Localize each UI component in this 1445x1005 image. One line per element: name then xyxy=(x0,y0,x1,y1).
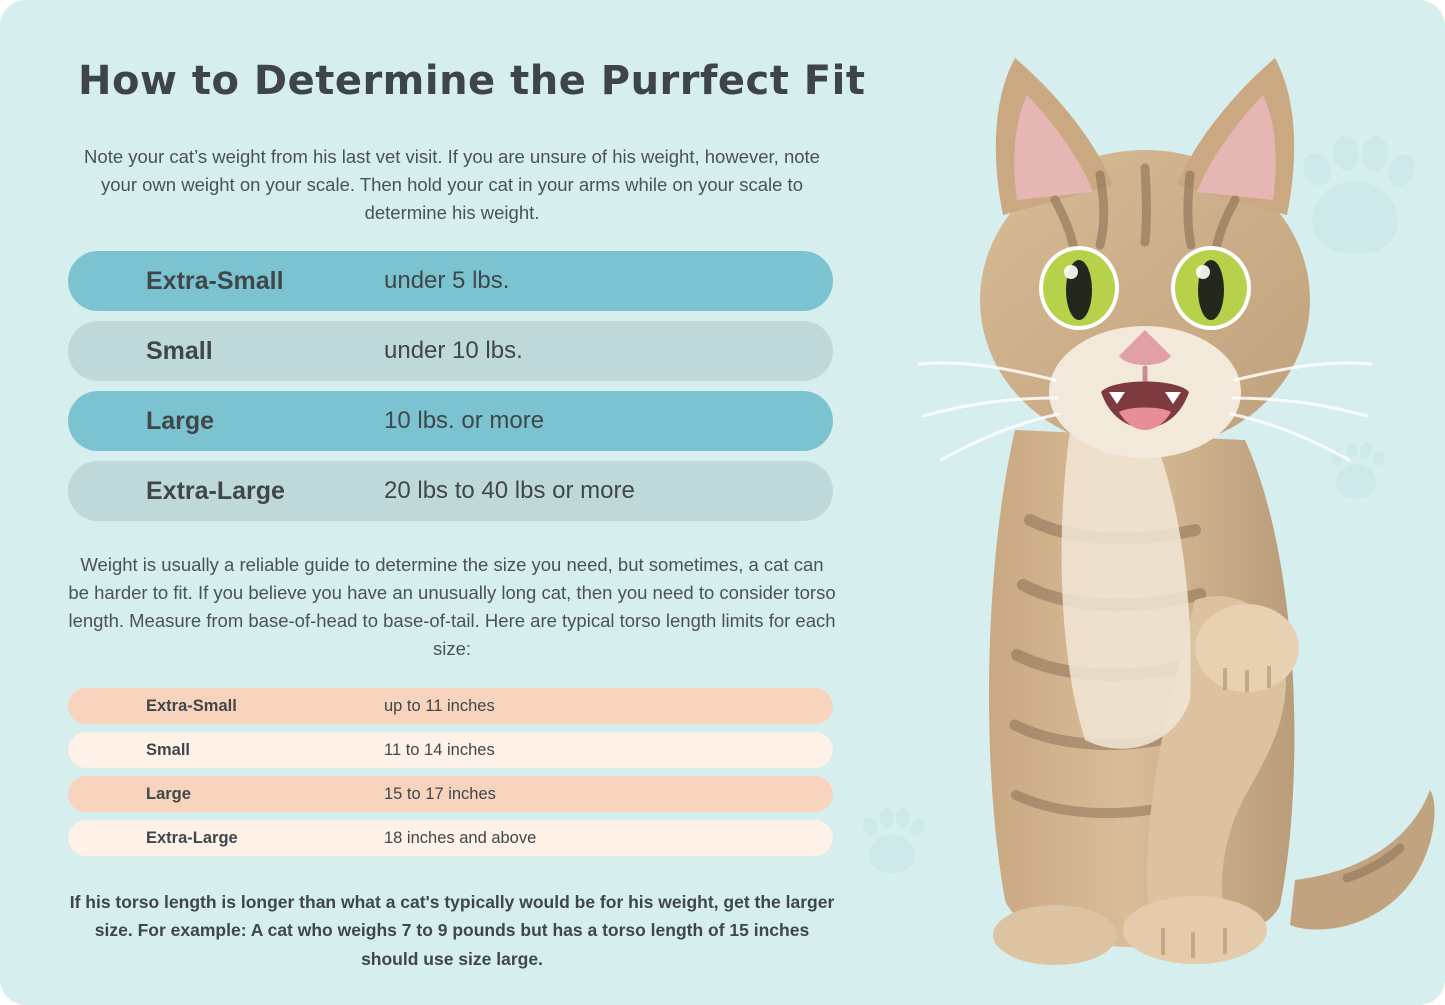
torso-length-value: 15 to 17 inches xyxy=(384,784,496,803)
size-label: Large xyxy=(146,784,191,803)
cat-photo xyxy=(875,0,1445,1005)
weight-value: under 10 lbs. xyxy=(384,337,523,364)
table-row xyxy=(68,820,833,856)
footnote-paragraph: If his torso length is longer than what a cat's typically would be for his weight, get the larger size. For example: A cat who weighs 7 to 9 pounds but has a torso length of 15 inches should use size large. xyxy=(69,892,835,969)
weight-value: 10 lbs. or more xyxy=(384,407,545,434)
page-title: How to Determine the Purrfect Fit xyxy=(78,58,866,104)
weight-size-table xyxy=(68,251,833,531)
weight-value: 20 lbs to 40 lbs or more xyxy=(384,477,635,504)
size-label: Extra-Large xyxy=(146,828,238,847)
torso-length-value: 18 inches and above xyxy=(384,828,537,847)
size-label: Extra-Large xyxy=(146,476,285,505)
size-label: Extra-Small xyxy=(146,696,237,715)
intro-paragraph: Note your cat’s weight from his last vet visit. If you are unsure of his weight, however, note your own weight on your scale. Then hold your cat in your arms while on your scale to determine his weight. xyxy=(84,146,820,224)
table-row xyxy=(68,732,833,768)
table-row xyxy=(68,391,833,451)
torso-intro-paragraph: Weight is usually a reliable guide to determine the size you need, but sometimes, a cat can be harder to fit. If you believe you have an unusually long cat, then you need to consider torso length. Measure from base-of-head to base-of-tail. Here are typical torso length limits for each size: xyxy=(68,554,836,660)
size-label: Small xyxy=(146,740,191,759)
size-label: Small xyxy=(146,336,213,365)
table-row xyxy=(68,321,833,381)
table-row xyxy=(68,251,833,311)
size-label: Extra-Small xyxy=(146,266,284,295)
table-row xyxy=(68,688,833,724)
torso-length-value: 11 to 14 inches xyxy=(384,740,495,759)
table-row xyxy=(68,776,833,812)
weight-value: under 5 lbs. xyxy=(384,267,510,294)
size-label: Large xyxy=(146,406,215,435)
torso-length-table xyxy=(68,688,833,864)
table-row xyxy=(68,461,833,521)
torso-length-value: up to 11 inches xyxy=(384,696,495,715)
